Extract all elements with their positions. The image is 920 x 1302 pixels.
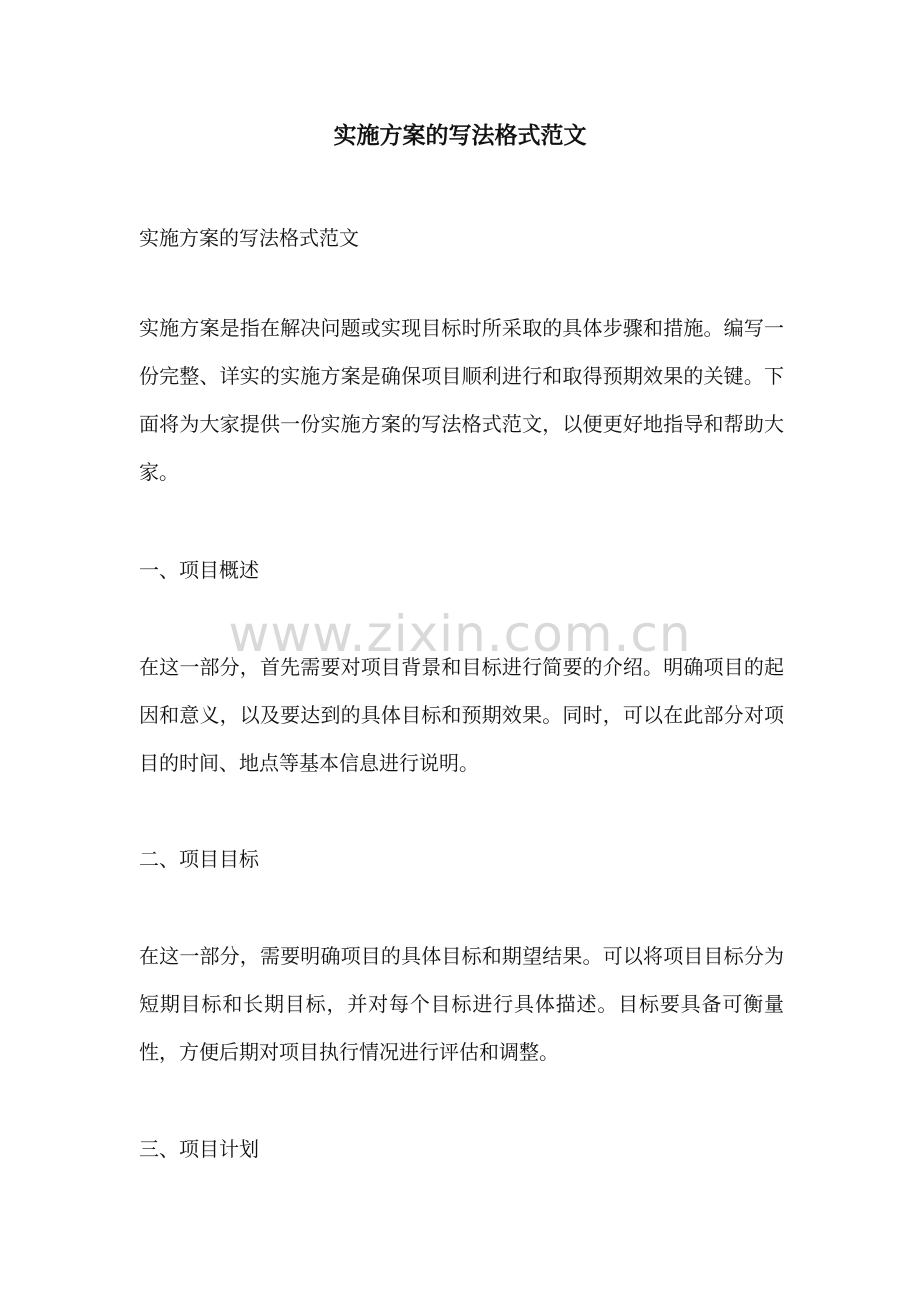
section-heading-goals: 二、项目目标 — [139, 847, 259, 871]
section-body-goals: 在这一部分，需要明确项目的具体目标和期望结果。可以将项目目标分为短期目标和长期目标，并对每个目标进行具体描述。目标要具备可衡量性，方便后期对项目执行情况进行评估和调整。 — [139, 944, 784, 1064]
intro-paragraph: 实施方案是指在解决问题或实现目标时所采取的具体步骤和措施。编写一份完整、详实的实施方案是确保项目顺利进行和取得预期效果的关键。下面将为大家提供一份实施方案的写法格式范文，以便更好地指导和帮助大家。 — [139, 316, 784, 484]
document-title: 实施方案的写法格式范文 — [333, 122, 587, 149]
watermark: www.zixin.com.cn — [228, 605, 692, 663]
document-subtitle: 实施方案的写法格式范文 — [139, 226, 359, 250]
section-body-overview: 在这一部分，首先需要对项目背景和目标进行简要的介绍。明确项目的起因和意义，以及要达到的具体目标和预期效果。同时，可以在此部分对项目的时间、地点等基本信息进行说明。 — [139, 655, 784, 775]
section-heading-plan: 三、项目计划 — [139, 1137, 259, 1161]
section-heading-overview: 一、项目概述 — [139, 558, 259, 582]
